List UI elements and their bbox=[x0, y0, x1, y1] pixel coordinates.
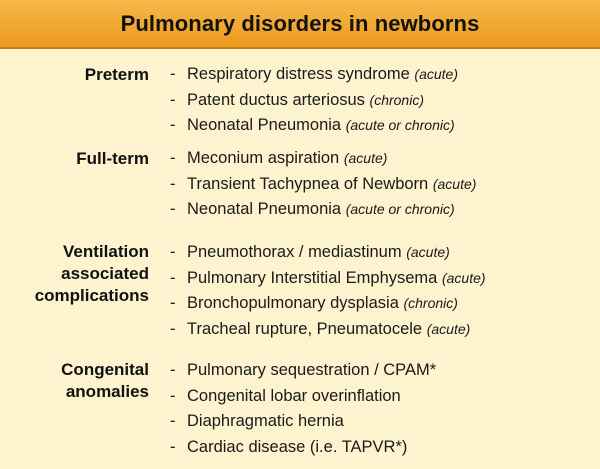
section-label-line: Full-term bbox=[76, 149, 149, 168]
page-title: Pulmonary disorders in newborns bbox=[120, 10, 480, 36]
section-label bbox=[76, 148, 149, 170]
bullet: - bbox=[170, 437, 176, 456]
item-note: (acute) bbox=[426, 320, 471, 337]
list-item bbox=[170, 113, 458, 139]
section-label-line: Ventilation bbox=[63, 242, 149, 261]
bullet: - bbox=[170, 116, 176, 134]
list-item bbox=[170, 62, 458, 88]
list-item bbox=[170, 358, 436, 384]
bullet: - bbox=[170, 174, 176, 193]
bullet: - bbox=[170, 243, 176, 261]
section-label-line: Preterm bbox=[84, 65, 149, 84]
item-list bbox=[170, 240, 486, 342]
section-label-line: complications bbox=[34, 286, 149, 305]
list-item bbox=[170, 88, 458, 114]
item-text: Respiratory distress syndrome bbox=[187, 65, 410, 83]
bullet: - bbox=[170, 200, 176, 218]
item-text: Pulmonary Interstitial Emphysema bbox=[187, 268, 438, 287]
list-item bbox=[170, 435, 436, 461]
item-note: (chronic) bbox=[369, 91, 424, 108]
item-text: Transient Tachypnea of Newborn bbox=[187, 174, 429, 193]
list-item bbox=[170, 172, 476, 198]
bullet: - bbox=[170, 268, 176, 287]
bullet: - bbox=[170, 319, 176, 338]
item-text: Pneumothorax / mediastinum bbox=[187, 243, 402, 261]
item-text: Bronchopulmonary dysplasia bbox=[187, 294, 399, 312]
bullet: - bbox=[170, 149, 176, 167]
list-item bbox=[170, 291, 486, 317]
item-text: Neonatal Pneumonia bbox=[187, 116, 342, 134]
section-label-line: Congenital bbox=[61, 360, 149, 379]
item-list bbox=[170, 358, 436, 460]
bullet: - bbox=[170, 90, 176, 109]
item-text: Congenital lobar overinflation bbox=[187, 386, 401, 405]
item-text: Cardiac disease (i.e. TAPVR*) bbox=[187, 437, 408, 456]
item-note: (acute or chronic) bbox=[345, 117, 455, 133]
bullet: - bbox=[170, 361, 176, 379]
bullet: - bbox=[170, 386, 176, 405]
list-item bbox=[170, 317, 486, 343]
section-label-line: associated bbox=[61, 264, 149, 283]
list-item bbox=[170, 197, 476, 223]
list-item bbox=[170, 266, 486, 292]
item-list bbox=[170, 146, 476, 223]
item-list bbox=[170, 62, 458, 139]
item-text: Pulmonary sequestration / CPAM* bbox=[187, 361, 437, 379]
section-label bbox=[85, 64, 149, 86]
bullet: - bbox=[170, 412, 176, 430]
list-item bbox=[170, 409, 436, 435]
section-label bbox=[35, 241, 149, 307]
item-note: (chronic) bbox=[403, 295, 458, 311]
item-note: (acute) bbox=[343, 150, 388, 166]
item-text: Tracheal rupture, Pneumatocele bbox=[187, 319, 423, 338]
item-note: (acute) bbox=[414, 66, 458, 82]
item-note: (acute) bbox=[441, 269, 486, 286]
item-text: Meconium aspiration bbox=[187, 149, 340, 167]
section-label bbox=[61, 359, 149, 403]
item-note: (acute) bbox=[406, 244, 450, 260]
list-item bbox=[170, 146, 476, 172]
item-text: Diaphragmatic hernia bbox=[187, 412, 344, 430]
title-banner bbox=[0, 0, 600, 49]
list-item bbox=[170, 240, 486, 266]
item-note: (acute) bbox=[432, 175, 477, 192]
item-text: Patent ductus arteriosus bbox=[187, 90, 365, 109]
item-note: (acute or chronic) bbox=[345, 201, 455, 217]
bullet: - bbox=[170, 65, 176, 83]
item-text: Neonatal Pneumonia bbox=[187, 200, 342, 218]
list-item bbox=[170, 384, 436, 410]
bullet: - bbox=[170, 294, 176, 312]
section-label-line: anomalies bbox=[65, 382, 149, 401]
